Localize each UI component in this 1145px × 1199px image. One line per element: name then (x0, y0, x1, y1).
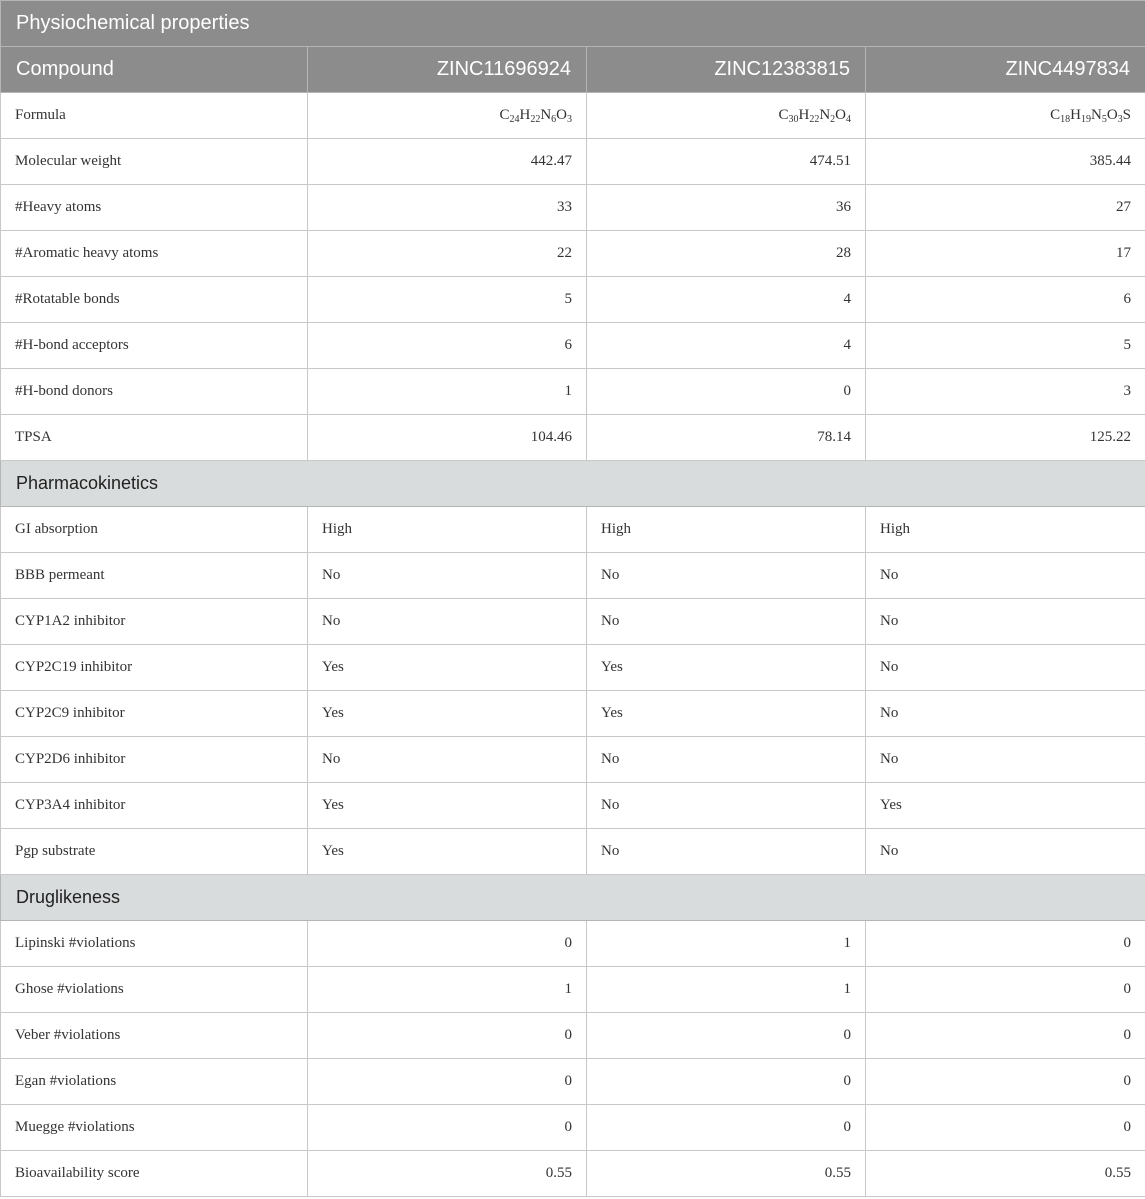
row-label: Veber #violations (1, 1013, 308, 1059)
row-value: 442.47 (308, 139, 587, 185)
row-value: Yes (308, 645, 587, 691)
row-value: 0 (866, 921, 1145, 967)
row-value: 6 (866, 277, 1145, 323)
table-row (1, 967, 1145, 1013)
row-value: High (308, 507, 587, 553)
row-value: 0 (587, 1059, 866, 1105)
row-value: 5 (308, 277, 587, 323)
row-value: 4 (587, 277, 866, 323)
table-row (1, 783, 1145, 829)
row-label: Lipinski #violations (1, 921, 308, 967)
table-row (1, 1013, 1145, 1059)
formula-element: S (1122, 107, 1131, 123)
row-value: 0 (866, 1013, 1145, 1059)
row-value: 1 (587, 921, 866, 967)
row-label: #H-bond acceptors (1, 323, 308, 369)
row-value: 1 (308, 967, 587, 1013)
formula-element: C (499, 107, 510, 123)
table-row (1, 185, 1145, 231)
header-row (1, 47, 1145, 93)
row-value: 4 (587, 323, 866, 369)
table-row (1, 599, 1145, 645)
row-value: 474.51 (587, 139, 866, 185)
row-label: Pgp substrate (1, 829, 308, 875)
row-value: 0 (587, 1105, 866, 1151)
row-value: No (308, 599, 587, 645)
row-value: 1 (587, 967, 866, 1013)
row-value: 27 (866, 185, 1145, 231)
formula-count: 2 (830, 114, 836, 125)
formula-count: 24 (509, 114, 520, 125)
formula-count: 3 (1117, 114, 1123, 125)
row-label: BBB permeant (1, 553, 308, 599)
section-title: Pharmacokinetics (1, 461, 1145, 507)
row-value: 0 (866, 1105, 1145, 1151)
row-label: #Aromatic heavy atoms (1, 231, 308, 277)
section-header-row (1, 875, 1145, 921)
row-label: Formula (1, 93, 308, 139)
section-title-physiochemical: Physiochemical properties (1, 1, 1145, 47)
table-row (1, 691, 1145, 737)
table-row (1, 737, 1145, 783)
table-row (1, 415, 1145, 461)
row-value: No (866, 645, 1145, 691)
row-value: 36 (587, 185, 866, 231)
row-label: TPSA (1, 415, 308, 461)
row-label: Ghose #violations (1, 967, 308, 1013)
row-value: 1 (308, 369, 587, 415)
section-header-row (1, 461, 1145, 507)
row-value: 0.55 (866, 1151, 1145, 1197)
row-value: No (587, 553, 866, 599)
row-label: #Rotatable bonds (1, 277, 308, 323)
row-value: High (587, 507, 866, 553)
row-value: Yes (308, 691, 587, 737)
row-label: CYP1A2 inhibitor (1, 599, 308, 645)
table-row (1, 829, 1145, 875)
formula-count: 30 (788, 114, 799, 125)
table-row (1, 139, 1145, 185)
formula-element: O (835, 107, 846, 123)
section-title-row (1, 1, 1145, 47)
table-body (1, 1, 1145, 1197)
table-row (1, 369, 1145, 415)
row-value: 3 (866, 369, 1145, 415)
row-value: Yes (866, 783, 1145, 829)
row-value: 0.55 (587, 1151, 866, 1197)
formula-element: C (778, 107, 789, 123)
formula-cell-1 (308, 93, 587, 139)
table-row (1, 1059, 1145, 1105)
row-value: 78.14 (587, 415, 866, 461)
formula-count: 18 (1060, 114, 1071, 125)
formula-element: N (540, 107, 552, 123)
row-value: 33 (308, 185, 587, 231)
row-value: 0 (308, 1013, 587, 1059)
row-value: No (866, 691, 1145, 737)
formula-element: H (798, 107, 810, 123)
row-label: Muegge #violations (1, 1105, 308, 1151)
formula-count: 22 (530, 114, 541, 125)
table-row (1, 1151, 1145, 1197)
table-row (1, 921, 1145, 967)
formula-element: H (1070, 107, 1081, 123)
row-value: 28 (587, 231, 866, 277)
row-value: No (587, 783, 866, 829)
formula-count: 3 (567, 114, 572, 125)
formula-element: O (556, 107, 567, 123)
row-value: No (308, 553, 587, 599)
row-value: No (866, 553, 1145, 599)
table-row (1, 231, 1145, 277)
row-value: 5 (866, 323, 1145, 369)
row-label: CYP3A4 inhibitor (1, 783, 308, 829)
row-value: 0 (587, 369, 866, 415)
formula-count: 19 (1080, 114, 1091, 125)
table-row (1, 277, 1145, 323)
formula-cell-2 (587, 93, 866, 139)
formula-count: 5 (1101, 114, 1107, 125)
row-value: 6 (308, 323, 587, 369)
formula-element: H (519, 107, 531, 123)
row-label: #Heavy atoms (1, 185, 308, 231)
formula-element: N (819, 107, 831, 123)
row-value: 125.22 (866, 415, 1145, 461)
table-row (1, 1105, 1145, 1151)
formula-count: 6 (551, 114, 557, 125)
formula-element: C (1050, 107, 1061, 123)
row-value: 0 (308, 1059, 587, 1105)
row-label: CYP2C9 inhibitor (1, 691, 308, 737)
table-row (1, 645, 1145, 691)
formula-element: O (1106, 107, 1118, 123)
formula-count: 22 (809, 114, 820, 125)
header-compound-label: Compound (1, 47, 308, 93)
table-row (1, 507, 1145, 553)
formula-count: 4 (846, 114, 851, 125)
row-value: No (866, 599, 1145, 645)
row-label: CYP2D6 inhibitor (1, 737, 308, 783)
row-label: Molecular weight (1, 139, 308, 185)
header-compound-1: ZINC11696924 (308, 47, 587, 93)
row-value: 0 (587, 1013, 866, 1059)
row-value: 385.44 (866, 139, 1145, 185)
row-label: GI absorption (1, 507, 308, 553)
table-row (1, 323, 1145, 369)
row-label: Egan #violations (1, 1059, 308, 1105)
row-value: Yes (587, 645, 866, 691)
row-value: 0 (308, 921, 587, 967)
row-value: No (866, 737, 1145, 783)
row-value: No (587, 599, 866, 645)
section-title: Druglikeness (1, 875, 1145, 921)
header-compound-2: ZINC12383815 (587, 47, 866, 93)
row-value: Yes (587, 691, 866, 737)
table-row (1, 553, 1145, 599)
row-label: #H-bond donors (1, 369, 308, 415)
row-value: High (866, 507, 1145, 553)
row-value: Yes (308, 783, 587, 829)
row-value: 0 (866, 1059, 1145, 1105)
formula-element: N (1090, 107, 1102, 123)
row-label: CYP2C19 inhibitor (1, 645, 308, 691)
formula-cell-3 (866, 93, 1145, 139)
row-value: No (308, 737, 587, 783)
row-value: No (866, 829, 1145, 875)
row-value: 0 (308, 1105, 587, 1151)
row-value: 104.46 (308, 415, 587, 461)
row-value: No (587, 829, 866, 875)
row-label: Bioavailability score (1, 1151, 308, 1197)
row-value: Yes (308, 829, 587, 875)
row-value: 0.55 (308, 1151, 587, 1197)
header-compound-3: ZINC4497834 (866, 47, 1145, 93)
row-value: 0 (866, 967, 1145, 1013)
row-value: 17 (866, 231, 1145, 277)
row-value: No (587, 737, 866, 783)
formula-row (1, 93, 1145, 139)
row-value: 22 (308, 231, 587, 277)
